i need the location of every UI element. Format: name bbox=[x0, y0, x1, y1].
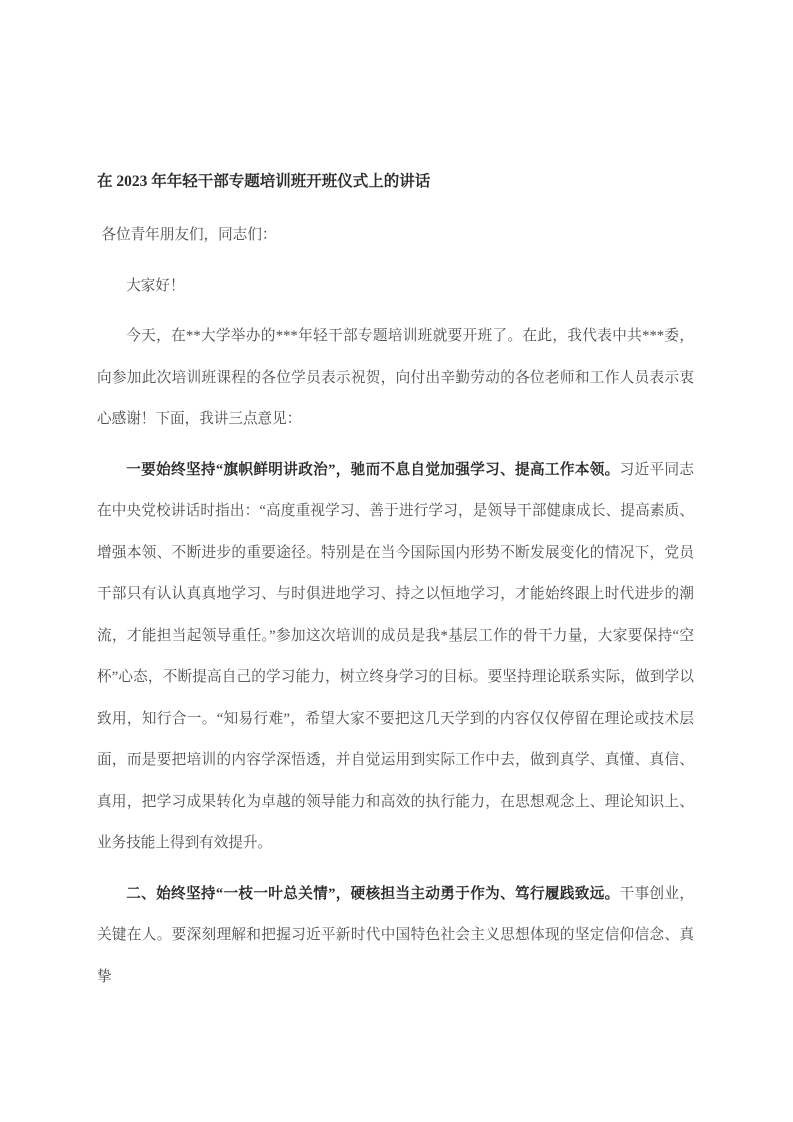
document-title: 在 2023 年年轻干部专题培训班开班仪式上的讲话 bbox=[97, 173, 431, 190]
paragraph bbox=[97, 215, 694, 257]
document-body bbox=[97, 215, 694, 998]
bold-text-run: 一要始终坚持“旗帜鲜明讲政治”，驰而不息自觉加强学习、提高工作本领。 bbox=[126, 461, 620, 478]
text-run: 干事创业，关键在人。要深刻理解和把握习近平新时代中国特色社会主义思想体现的坚定信仰信念、真挚 bbox=[97, 885, 694, 985]
text-run: 习近平同志在中央党校讲话时指出：“高度重视学习、善于进行学习，是领导干部健康成长、提高素质、增强本领、不断进步的重要途径。特别是在当今国际国内形势不断发展变化的情况下，党员干部只有认认真真地学习、与时俱进地学习、持之以恒地学习，才能始终跟上时代进步的潮流，才能担当起领导重任。”参加这次培训的成员是我*基层工作的骨干力量，大家要保持“空杯”心态，不断提高自己的学习能力，树立终身学习的目标。要坚持理论联系实际，做到学以致用，知行合一。“知易行难”，希望大家不要把这几天学到的内容仅仅停留在理论或技术层面，而是要把培训的内容学深悟透，并自觉运用到实际工作中去，做到真学、真懂、真信、真用，把学习成果转化为卓越的领导能力和高效的执行能力，在思想观念上、理论知识上、业务技能上得到有效提升。 bbox=[97, 461, 694, 851]
text-run: 各位青年朋友们，同志们： bbox=[101, 227, 277, 243]
paragraph bbox=[97, 266, 694, 308]
bold-text-run: 二、始终坚持“一枝一叶总关情”，硬核担当主动勇于作为、笃行履践致远。 bbox=[126, 885, 620, 902]
text-run: 大家好！ bbox=[126, 277, 185, 294]
paragraph bbox=[97, 874, 694, 999]
text-run: 今天，在**大学举办的***年轻干部专题培训班就要开班了。在此，我代表中共***委，向参加此次培训班课程的各位学员表示祝贺，向付出辛勤劳动的各位老师和工作人员表示衷心感谢！下面，我讲三点意见： bbox=[97, 328, 694, 427]
paragraph bbox=[97, 450, 694, 865]
paragraph bbox=[97, 316, 694, 441]
